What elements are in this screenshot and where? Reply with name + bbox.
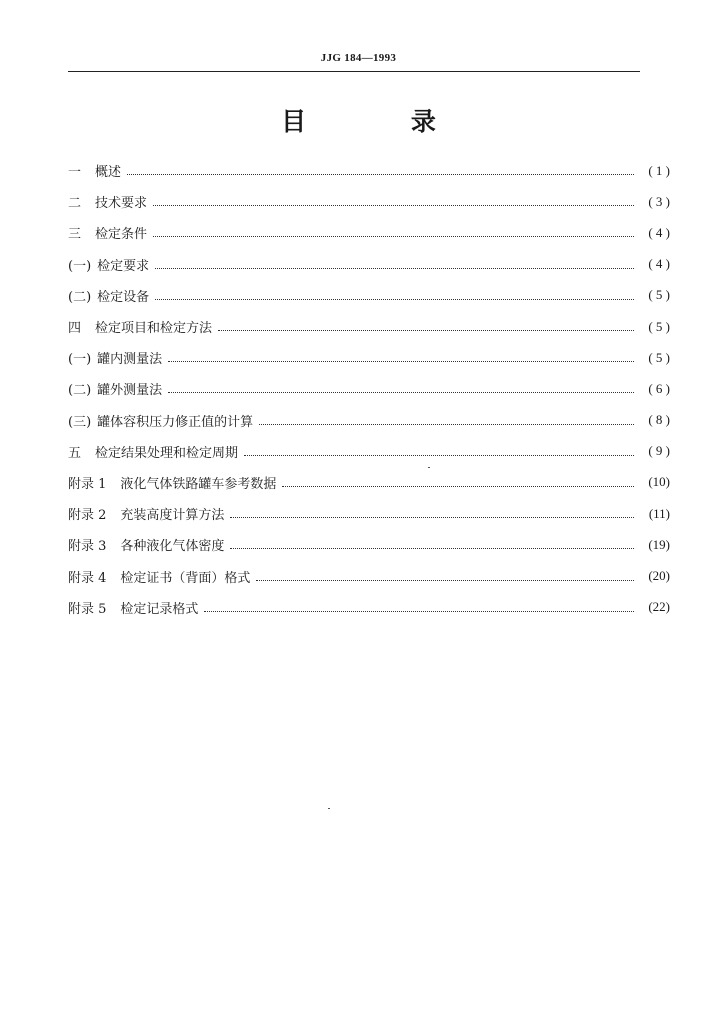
- toc-entry-page: (11): [648, 505, 670, 521]
- toc-entry-page: ( 6 ): [648, 380, 670, 396]
- toc-dot-leader: [153, 236, 634, 237]
- toc-entry-number: 附录 1: [68, 476, 107, 492]
- toc-entry: [68, 592, 670, 623]
- toc-entry: [68, 217, 670, 248]
- scan-speck: [328, 808, 330, 809]
- toc-entry-title: 罐外测量法: [97, 383, 163, 399]
- toc-entry-title: 检定设备: [97, 289, 150, 305]
- toc-entry-number: (三): [68, 414, 92, 430]
- toc-entry: [68, 249, 670, 280]
- toc-entry: [68, 405, 670, 436]
- toc-dot-leader: [168, 392, 634, 393]
- toc-dot-leader: [282, 486, 634, 487]
- toc-entry-title: 检定条件: [95, 227, 148, 243]
- document-code-header: JJG 184—1993: [320, 52, 397, 64]
- toc-entry-page: ( 5 ): [648, 287, 670, 303]
- toc-entry-title: 罐体容积压力修正值的计算: [97, 414, 254, 430]
- toc-entry-page: ( 4 ): [648, 224, 670, 240]
- toc-entry-number: 四: [68, 321, 82, 337]
- toc-dot-leader: [204, 611, 634, 612]
- toc-entry: [68, 560, 670, 591]
- toc-entry: [68, 436, 670, 467]
- toc-entry-page: ( 3 ): [648, 193, 670, 209]
- toc-entry-number: 附录 4: [68, 570, 107, 586]
- toc-entry-page: ( 4 ): [648, 256, 670, 272]
- toc-entry-title: 技术要求: [95, 196, 148, 212]
- toc-entry-title: 充装高度计算方法: [120, 508, 225, 524]
- toc-entry: [68, 529, 670, 560]
- toc-dot-leader: [230, 548, 634, 549]
- toc-entry: [68, 467, 670, 498]
- toc-entry-title: 概述: [95, 165, 122, 181]
- toc-dot-leader: [168, 361, 634, 362]
- toc-entry: [68, 342, 670, 373]
- toc-entry-title: 液化气体铁路罐车参考数据: [120, 476, 277, 492]
- toc-entry-page: ( 5 ): [648, 318, 670, 334]
- toc-entry-number: (一): [68, 258, 92, 274]
- toc-entry-page: (10): [648, 474, 670, 490]
- toc-entry-title: 检定项目和检定方法: [95, 321, 213, 337]
- toc-entry-number: 一: [68, 165, 82, 181]
- toc-entry: [68, 186, 670, 217]
- toc-entry-number: 五: [68, 445, 82, 461]
- toc-entry-number: 二: [68, 196, 82, 212]
- page-title: 目 录: [281, 107, 484, 136]
- toc-entry-page: ( 8 ): [648, 412, 670, 428]
- toc-dot-leader: [218, 330, 634, 331]
- toc-entry-number: 三: [68, 227, 82, 243]
- toc-dot-leader: [230, 517, 634, 518]
- toc-entry: [68, 280, 670, 311]
- toc-entry: [68, 373, 670, 404]
- toc-entry-title: 各种液化气体密度: [120, 539, 225, 555]
- toc-entry-page: ( 5 ): [648, 349, 670, 365]
- header-rule: [68, 71, 640, 72]
- toc-dot-leader: [256, 580, 634, 581]
- toc-entry-page: ( 1 ): [648, 162, 670, 178]
- toc-entry-title: 检定记录格式: [120, 601, 199, 617]
- toc-entry: [68, 311, 670, 342]
- toc-entry-number: 附录 2: [68, 508, 107, 524]
- toc-entry-title: 检定结果处理和检定周期: [95, 445, 239, 461]
- toc-dot-leader: [155, 268, 634, 269]
- toc-entry-number: (二): [68, 289, 92, 305]
- toc-entry-number: 附录 5: [68, 601, 107, 617]
- toc-entry-title: 检定证书（背面）格式: [120, 570, 251, 586]
- toc-entry-page: (20): [648, 568, 670, 584]
- toc-dot-leader: [127, 174, 634, 175]
- toc-entry-page: ( 9 ): [648, 443, 670, 459]
- toc-entry: [68, 155, 670, 186]
- toc-entry-number: (二): [68, 383, 92, 399]
- toc-entry-page: (19): [648, 536, 670, 552]
- table-of-contents: [68, 155, 670, 623]
- toc-dot-leader: [259, 424, 634, 425]
- toc-entry-title: 检定要求: [97, 258, 150, 274]
- toc-dot-leader: [244, 455, 634, 456]
- toc-entry-title: 罐内测量法: [97, 352, 163, 368]
- toc-entry-page: (22): [648, 599, 670, 615]
- toc-entry-number: 附录 3: [68, 539, 107, 555]
- toc-entry-number: (一): [68, 352, 92, 368]
- scan-speck: [428, 467, 430, 468]
- toc-dot-leader: [153, 205, 634, 206]
- toc-entry: [68, 498, 670, 529]
- toc-dot-leader: [155, 299, 634, 300]
